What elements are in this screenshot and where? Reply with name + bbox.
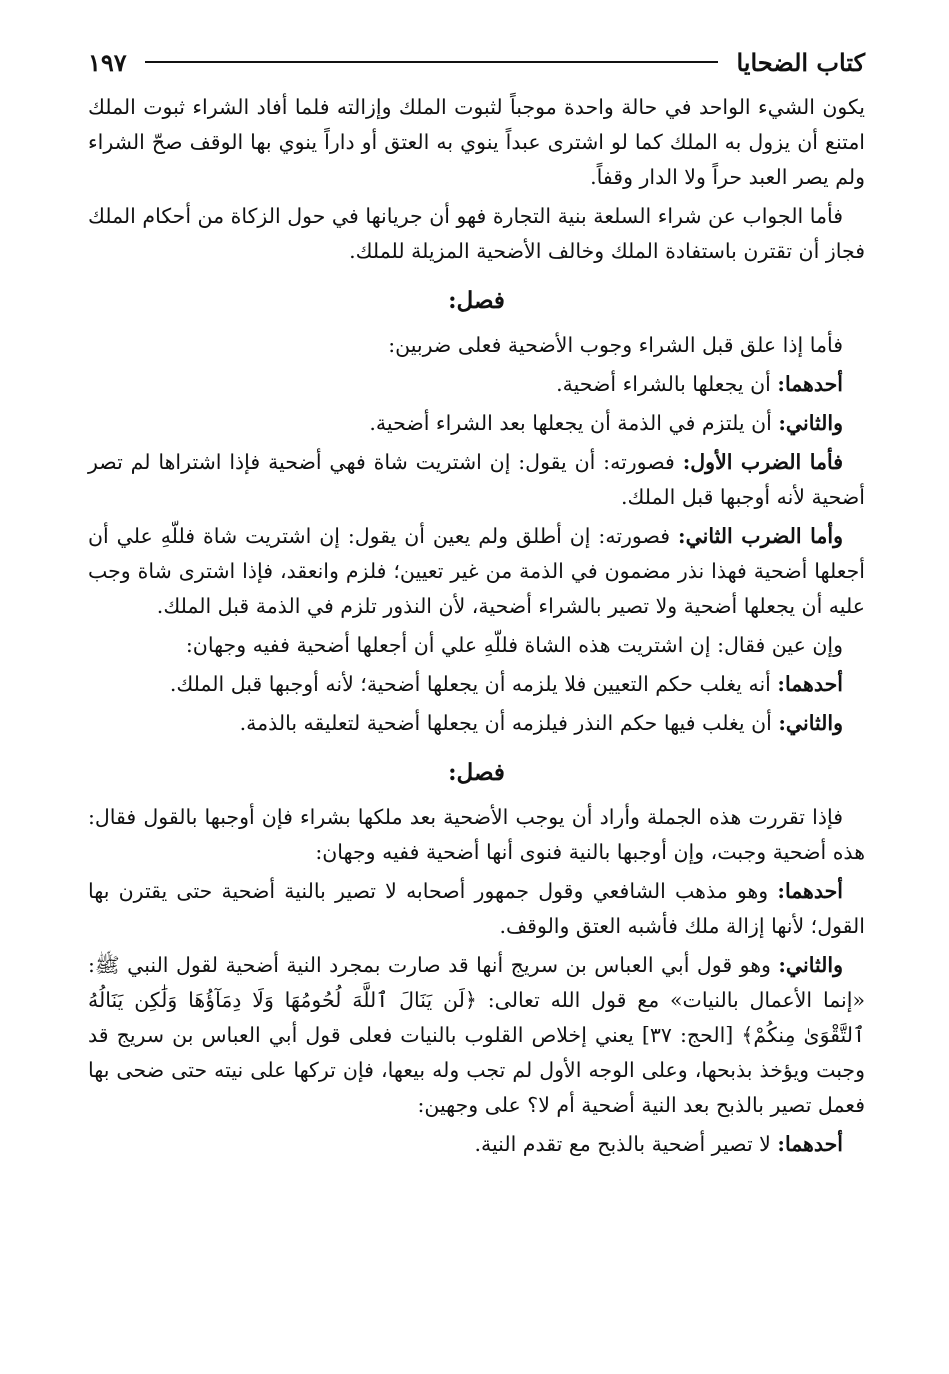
header-rule <box>145 61 719 63</box>
paragraph <box>88 445 865 515</box>
paragraph <box>88 519 865 624</box>
paragraph-text: أن يغلب فيها حكم النذر فيلزمه أن يجعلها أضحية لتعليقه بالذمة. <box>239 711 779 735</box>
page-body <box>88 90 865 1166</box>
paragraph-lead: فأما الضرب الأول: <box>682 450 843 474</box>
paragraph <box>88 1127 865 1162</box>
paragraph <box>88 667 865 702</box>
paragraph <box>88 367 865 402</box>
paragraph-lead: والثاني: <box>778 411 843 435</box>
paragraph-text: فإذا تقررت هذه الجملة وأراد أن يوجب الأضحية بعد ملكها بشراء فإن أوجبها بالقول فقال: هذه أضحية وجبت، وإن أوجبها بالنية فنوى أنها أضحية ففيه وجهان: <box>88 805 865 864</box>
paragraph <box>88 628 865 663</box>
paragraph-lead: وأما الضرب الثاني: <box>678 524 843 548</box>
paragraph <box>88 800 865 870</box>
paragraph-text: فصورته: إن أطلق ولم يعين أن يقول: إن اشتريت شاة فللّهِ علي أن أجعلها أضحية فهذا نذر مضمون في الذمة من غير تعيين؛ فلزم وانعقد، فإذا اشترى شاة وجب عليه أن يجعلها أضحية ولا تصير بالشراء أضحية، لأن النذور تلزم في الذمة قبل الملك. <box>88 524 865 618</box>
paragraph <box>88 706 865 741</box>
paragraph-text: فصورته: أن يقول: إن اشتريت شاة فهي أضحية فإذا اشتراها لم تصر أضحية لأنه أوجبها قبل الملك. <box>88 450 865 509</box>
book-title: كتاب الضحايا <box>736 47 865 77</box>
paragraph-lead: أحدهما: <box>777 1132 843 1156</box>
paragraph-lead: أحدهما: <box>777 672 843 696</box>
paragraph-text: يكون الشيء الواحد في حالة واحدة موجباً لثبوت الملك وإزالته فلما أفاد الشراء ثبوت الملك امتنع أن يزول به الملك كما لو اشترى عبداً ينوي به العتق أو داراً ينوي بها الوقف صحّ الشراء ولم يصر العبد حراً ولا الدار وقفاً. <box>88 95 865 189</box>
paragraph <box>88 90 865 195</box>
paragraph-text: فأما إذا علق قبل الشراء وجوب الأضحية فعلى ضربين: <box>388 333 843 357</box>
paragraph-lead: والثاني: <box>778 711 843 735</box>
paragraph-lead: أحدهما: <box>777 879 843 903</box>
paragraph-text: أنه يغلب حكم التعيين فلا يلزمه أن يجعلها أضحية؛ لأنه أوجبها قبل الملك. <box>169 672 778 696</box>
paragraph-text: وهو قول أبي العباس بن سريج أنها قد صارت بمجرد النية أضحية لقول النبي ﷺ: «إنما الأعمال بالنيات» مع قول الله تعالى: ﴿لَن يَنَالَ ٱللَّهَ لُحُومُهَا وَلَا دِمَآؤُهَا وَلَٰكِن يَنَالُهُ ٱلتَّقْوَىٰ مِنكُمْ﴾ [الحج: ٣٧] يعني إخلاص القلوب بالنيات فعلى قول أبي العباس بن سريج قد وجبت ويؤخذ بذبحها، وعلى الوجه الأول لم تجب وله بيعها، فإن تركها على نيته حتى ضحى بها فعمل تصير بالذبح بعد النية أضحية أم لا؟ على وجهين: <box>88 953 865 1117</box>
paragraph <box>88 948 865 1123</box>
paragraph <box>88 874 865 944</box>
paragraph-text: أن يلتزم في الذمة أن يجعلها بعد الشراء أضحية. <box>369 411 779 435</box>
paragraph <box>88 328 865 363</box>
paragraph <box>88 406 865 441</box>
page-number: ١٩٧ <box>88 47 127 77</box>
paragraph-text: فأما الجواب عن شراء السلعة بنية التجارة فهو أن جريانها في حول الزكاة من أحكام الملك فجاز أن تقترن باستفادة الملك وخالف الأضحية المزيلة للملك. <box>88 204 865 263</box>
paragraph-text: وإن عين فقال: إن اشتريت هذه الشاة فللّهِ علي أن أجعلها أضحية ففيه وجهان: <box>185 633 843 657</box>
paragraph-lead: والثاني: <box>778 953 843 977</box>
page-header <box>88 40 865 84</box>
paragraph <box>88 199 865 269</box>
section-heading: فصل: <box>448 287 505 314</box>
paragraph-lead: أحدهما: <box>777 372 843 396</box>
paragraph-text: وهو مذهب الشافعي وقول جمهور أصحابه لا تصير بالنية أضحية حتى يقترن بها القول؛ لأنها إزالة ملك فأشبه العتق والوقف. <box>88 879 865 938</box>
paragraph-text: لا تصير أضحية بالذبح مع تقدم النية. <box>474 1132 778 1156</box>
paragraph-text: أن يجعلها بالشراء أضحية. <box>556 372 778 396</box>
section-heading: فصل: <box>448 759 505 786</box>
